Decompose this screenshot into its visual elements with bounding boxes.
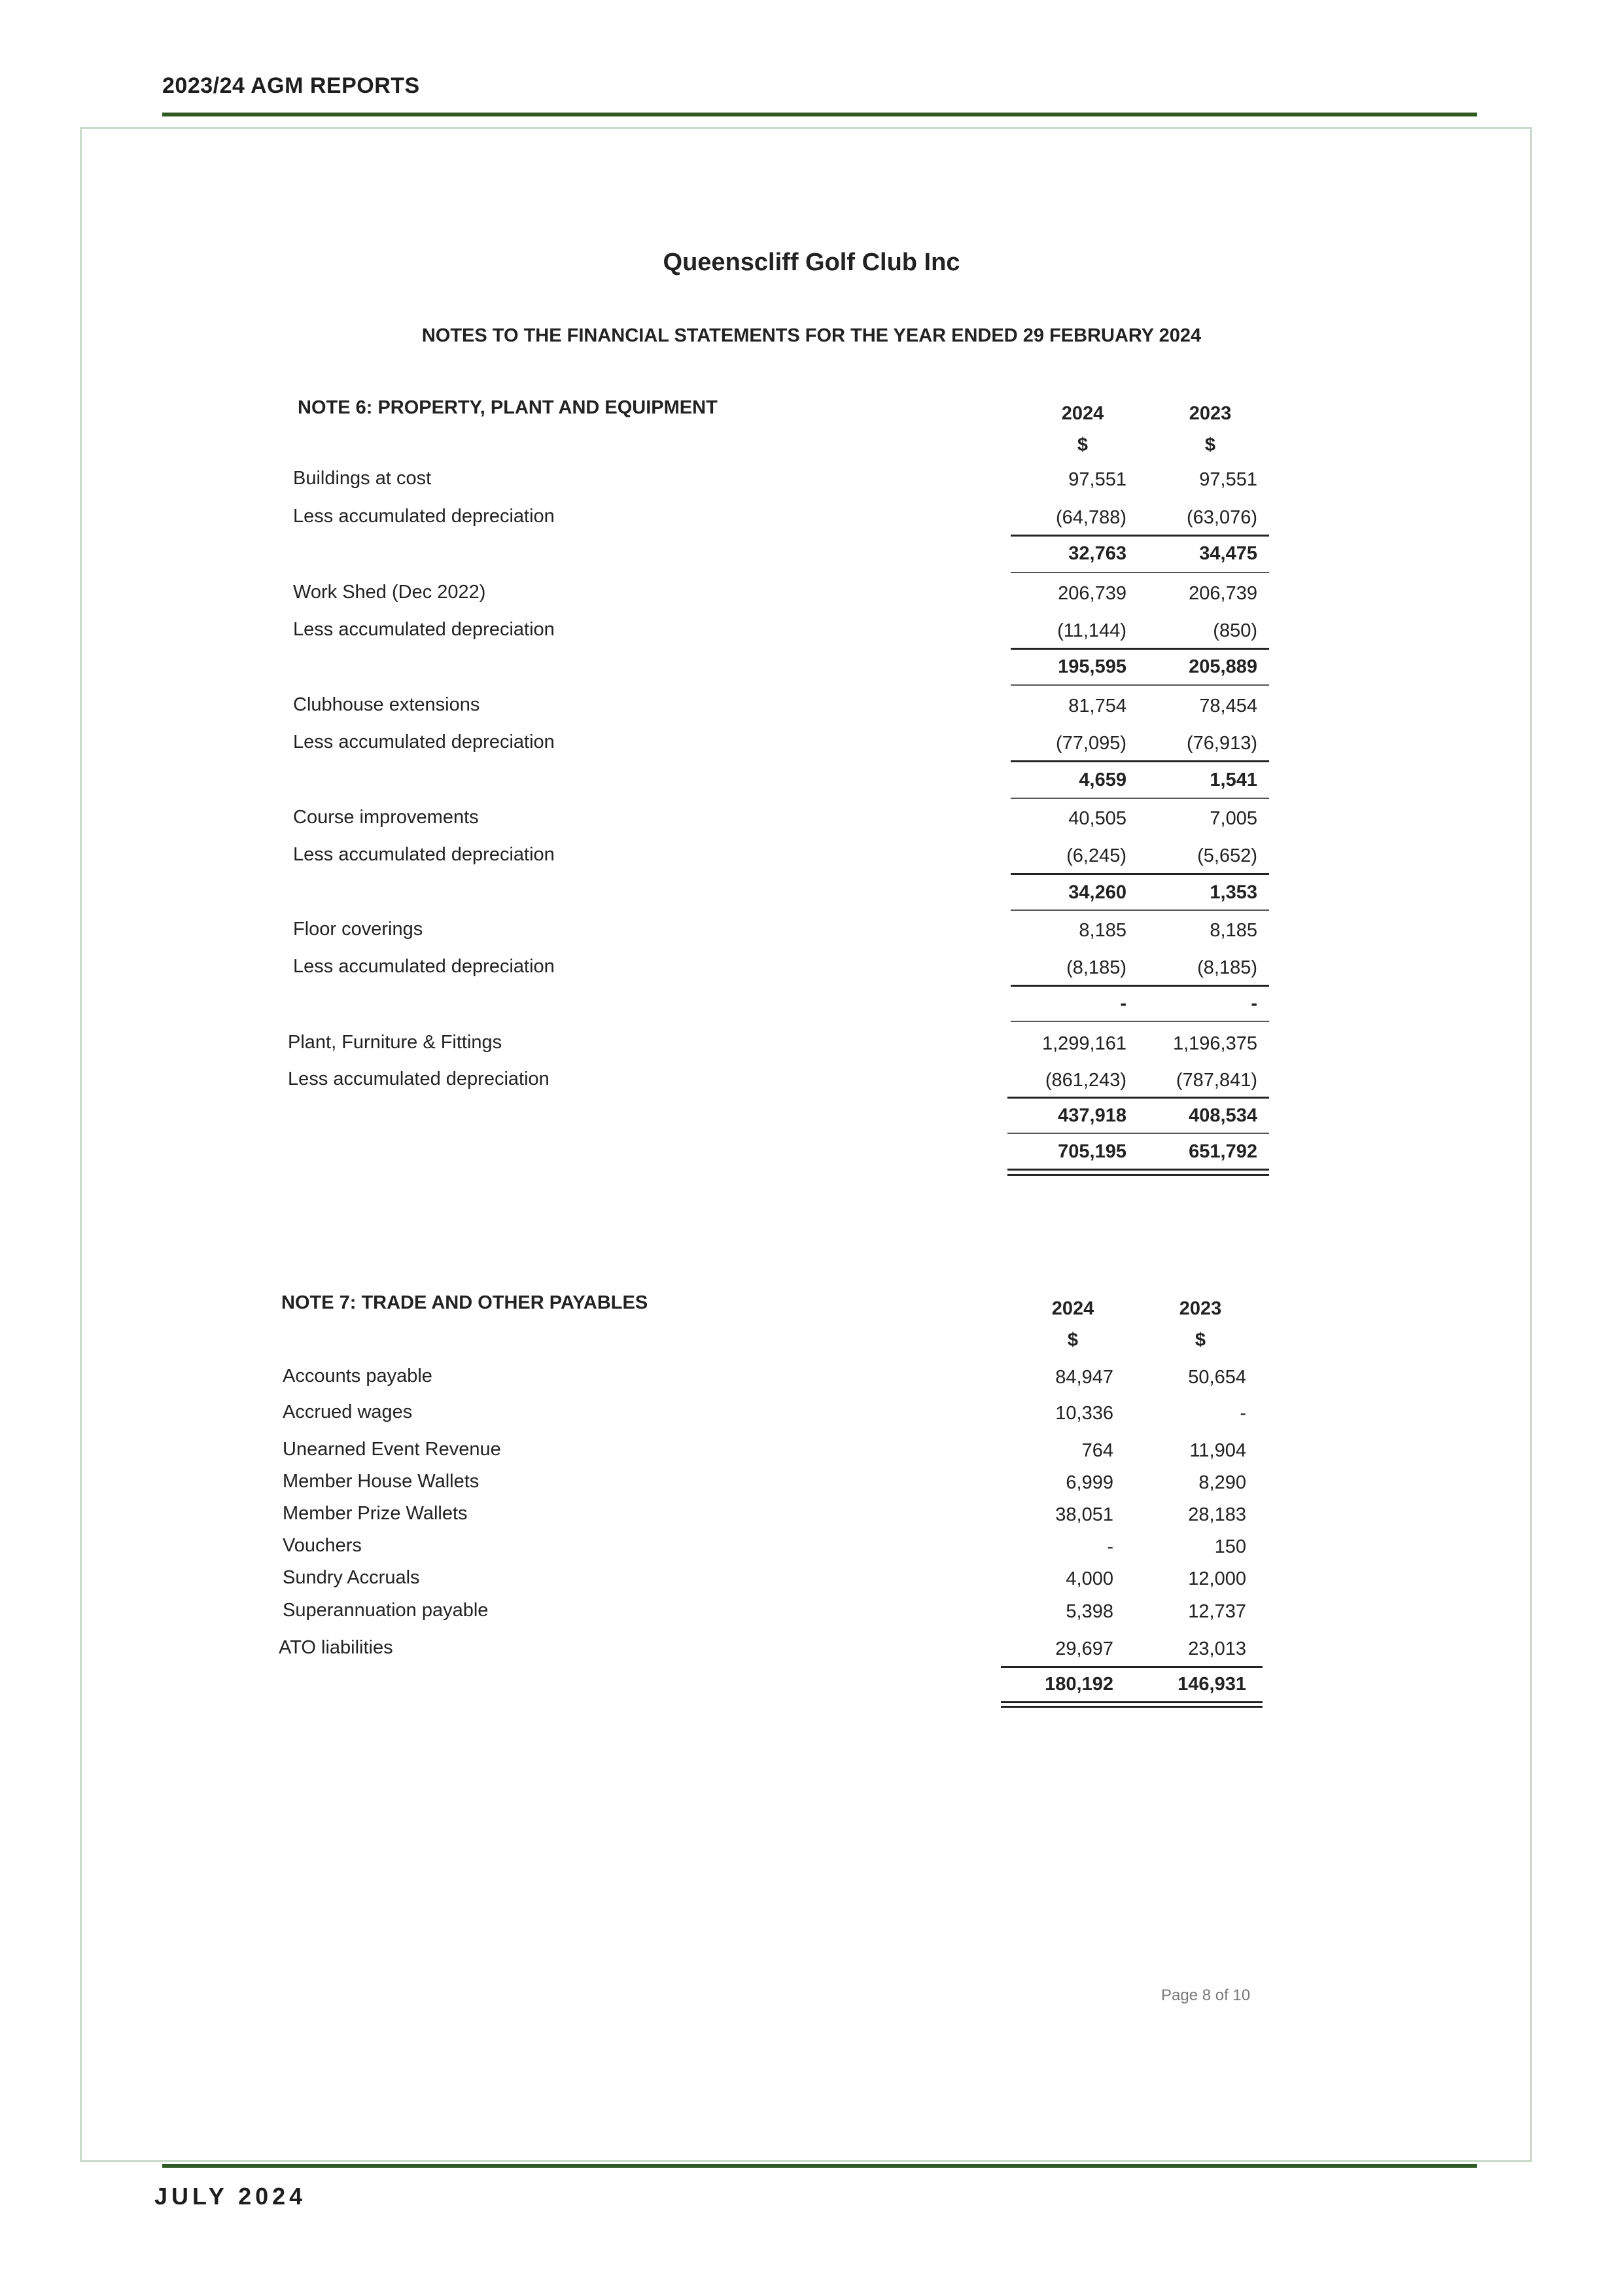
subtotal-rule — [1011, 873, 1269, 875]
note6-heading: NOTE 6: PROPERTY, PLANT AND EQUIPMENT — [298, 397, 718, 418]
payable-value-2023: 23,013 — [1188, 1638, 1246, 1659]
depreciation-label: Less accumulated depreciation — [293, 844, 555, 865]
payable-value-2024: 4,000 — [1066, 1568, 1113, 1589]
payable-label: Member House Wallets — [283, 1471, 480, 1492]
net-value-2024: 4,659 — [1079, 769, 1126, 790]
asset-value-2024: 1,299,161 — [1041, 1033, 1126, 1054]
net-value-2024: 32,763 — [1068, 543, 1126, 564]
asset-value-2024: 8,185 — [1079, 920, 1126, 941]
payable-label: Accounts payable — [283, 1366, 432, 1386]
payable-value-2024: 5,398 — [1066, 1601, 1113, 1622]
depreciation-label: Less accumulated depreciation — [288, 1069, 550, 1089]
payable-label: Sundry Accruals — [283, 1567, 420, 1588]
payable-value-2024: - — [1107, 1536, 1113, 1557]
asset-label: Work Shed (Dec 2022) — [293, 582, 486, 603]
net-value-2023: 205,889 — [1189, 656, 1257, 677]
asset-value-2023: 7,005 — [1210, 808, 1257, 829]
note6-currency-2023: $ — [1204, 434, 1216, 455]
payable-value-2023: - — [1240, 1403, 1246, 1424]
depreciation-value-2024: (6,245) — [1066, 845, 1126, 866]
payable-label: Accrued wages — [283, 1402, 413, 1422]
depreciation-value-2023: (787,841) — [1176, 1070, 1257, 1091]
footer-divider — [162, 2164, 1477, 2168]
payable-value-2023: 12,000 — [1188, 1568, 1246, 1589]
asset-label: Plant, Furniture & Fittings — [288, 1032, 502, 1053]
depreciation-value-2023: (63,076) — [1186, 507, 1257, 528]
payable-value-2023: 8,290 — [1198, 1472, 1246, 1493]
net-value-2023: 1,541 — [1210, 769, 1257, 790]
subtotal-rule — [1011, 985, 1269, 987]
depreciation-value-2023: (8,185) — [1197, 957, 1257, 978]
subtotal-rule — [1007, 1097, 1269, 1099]
subtotal-rule — [1011, 760, 1269, 762]
note6-total-2024: 705,195 — [1058, 1141, 1126, 1162]
note6-col-2024: 2024 — [1061, 403, 1104, 424]
header-divider — [162, 113, 1477, 116]
report-footer-date: JULY 2024 — [154, 2183, 307, 2210]
depreciation-value-2023: (850) — [1213, 620, 1257, 641]
depreciation-value-2024: (8,185) — [1066, 957, 1126, 978]
note7-currency-2023: $ — [1195, 1330, 1206, 1351]
payable-label: Superannuation payable — [283, 1600, 489, 1621]
note6-col-2023: 2023 — [1189, 403, 1232, 424]
asset-value-2024: 206,739 — [1058, 583, 1126, 604]
asset-value-2024: 97,551 — [1068, 469, 1126, 490]
note7-total-2023: 146,931 — [1178, 1674, 1246, 1695]
payable-value-2024: 6,999 — [1066, 1472, 1113, 1493]
net-value-2023: 408,534 — [1189, 1105, 1257, 1126]
club-name: Queenscliff Golf Club Inc — [663, 249, 960, 276]
asset-value-2023: 206,739 — [1189, 583, 1257, 604]
payable-value-2024: 10,336 — [1055, 1403, 1113, 1424]
note6-currency-2024: $ — [1077, 434, 1089, 455]
depreciation-label: Less accumulated depreciation — [293, 506, 555, 527]
asset-value-2023: 8,185 — [1210, 920, 1257, 941]
payable-value-2023: 11,904 — [1189, 1440, 1246, 1461]
asset-label: Course improvements — [293, 807, 479, 828]
notes-subtitle: NOTES TO THE FINANCIAL STATEMENTS FOR THE YEAR ENDED 29 FEBRUARY 2024 — [421, 325, 1202, 346]
asset-label: Floor coverings — [293, 919, 423, 940]
note7-heading: NOTE 7: TRADE AND OTHER PAYABLES — [281, 1292, 648, 1313]
group-rule — [1011, 798, 1269, 799]
total-double-rule — [1001, 1706, 1263, 1708]
payable-value-2024: 38,051 — [1055, 1504, 1113, 1525]
payable-label: Unearned Event Revenue — [283, 1439, 501, 1460]
asset-value-2024: 40,505 — [1068, 808, 1126, 829]
depreciation-value-2024: (861,243) — [1045, 1070, 1126, 1091]
note6-total-2023: 651,792 — [1189, 1141, 1257, 1162]
total-double-rule — [1001, 1701, 1263, 1703]
asset-label: Buildings at cost — [293, 468, 432, 489]
net-value-2023: 1,353 — [1210, 882, 1257, 903]
payable-label: ATO liabilities — [279, 1637, 393, 1658]
asset-value-2023: 97,551 — [1199, 469, 1257, 490]
payable-label: Member Prize Wallets — [283, 1503, 468, 1524]
depreciation-value-2024: (77,095) — [1055, 733, 1126, 754]
asset-label: Clubhouse extensions — [293, 694, 480, 715]
payable-value-2024: 29,697 — [1055, 1638, 1113, 1659]
payable-value-2024: 764 — [1081, 1440, 1113, 1461]
group-rule — [1011, 1021, 1269, 1022]
statement-frame — [80, 127, 1532, 2162]
group-rule — [1011, 910, 1269, 911]
group-rule — [1011, 684, 1269, 686]
group-rule — [1007, 1133, 1269, 1134]
depreciation-label: Less accumulated depreciation — [293, 956, 555, 977]
net-value-2024: - — [1120, 993, 1126, 1014]
total-double-rule — [1007, 1174, 1269, 1176]
asset-value-2024: 81,754 — [1068, 696, 1126, 716]
note7-col-2023: 2023 — [1179, 1298, 1222, 1319]
asset-value-2023: 78,454 — [1199, 696, 1257, 716]
depreciation-label: Less accumulated depreciation — [293, 619, 555, 640]
depreciation-value-2023: (76,913) — [1186, 733, 1257, 754]
group-rule — [1011, 572, 1269, 573]
page-number: Page 8 of 10 — [1161, 1987, 1251, 2004]
payable-value-2023: 12,737 — [1188, 1601, 1246, 1622]
payable-value-2023: 50,654 — [1188, 1367, 1246, 1388]
depreciation-value-2023: (5,652) — [1197, 845, 1257, 866]
note7-col-2024: 2024 — [1051, 1298, 1094, 1319]
net-value-2024: 195,595 — [1058, 656, 1126, 677]
payable-value-2024: 84,947 — [1055, 1367, 1113, 1388]
note7-currency-2024: $ — [1067, 1330, 1079, 1351]
total-double-rule — [1007, 1169, 1269, 1171]
depreciation-value-2024: (64,788) — [1055, 507, 1126, 528]
report-header-title: 2023/24 AGM REPORTS — [162, 73, 420, 98]
net-value-2024: 437,918 — [1058, 1105, 1126, 1126]
payable-value-2023: 28,183 — [1188, 1504, 1246, 1525]
depreciation-label: Less accumulated depreciation — [293, 732, 555, 752]
note7-total-2024: 180,192 — [1045, 1674, 1113, 1695]
net-value-2023: 34,475 — [1199, 543, 1257, 564]
subtotal-rule — [1011, 648, 1269, 650]
total-rule — [1001, 1666, 1263, 1668]
net-value-2024: 34,260 — [1068, 882, 1126, 903]
asset-value-2023: 1,196,375 — [1172, 1033, 1257, 1054]
depreciation-value-2024: (11,144) — [1057, 620, 1126, 641]
subtotal-rule — [1011, 535, 1269, 537]
net-value-2023: - — [1251, 993, 1257, 1014]
payable-label: Vouchers — [283, 1535, 362, 1556]
payable-value-2023: 150 — [1214, 1536, 1246, 1557]
